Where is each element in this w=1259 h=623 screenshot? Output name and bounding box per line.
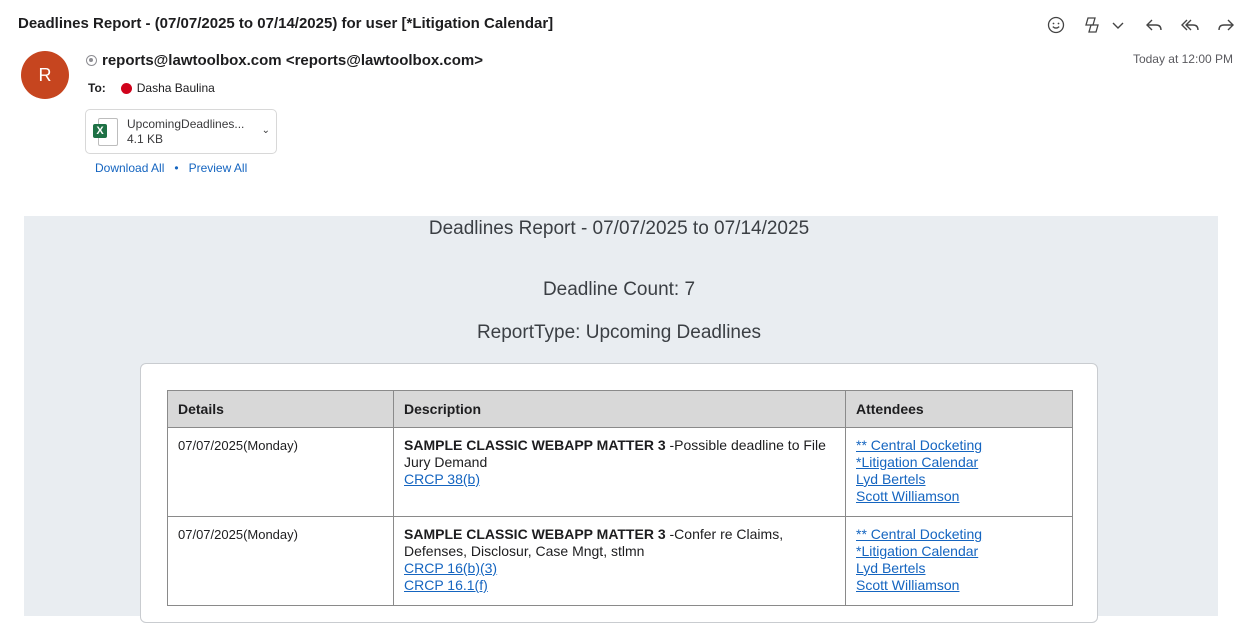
sender-avatar: R xyxy=(21,51,69,99)
recipient-presence-icon xyxy=(121,83,132,94)
attendees-cell xyxy=(846,428,1073,517)
deadline-text: -Possible deadline to File Jury Demand xyxy=(404,437,826,470)
deadlines-table xyxy=(167,390,1073,606)
copilot-icon[interactable] xyxy=(1081,14,1103,36)
email-subject: Deadlines Report - (07/07/2025 to 07/14/2025) for user [*Litigation Calendar] xyxy=(18,15,554,32)
recipient-name[interactable]: Dasha Baulina xyxy=(136,81,215,95)
table-row xyxy=(168,428,1073,517)
attendee-link[interactable]: *Litigation Calendar xyxy=(856,543,979,559)
report-type: ReportType: Upcoming Deadlines xyxy=(476,322,762,343)
rule-link[interactable]: CRCP 16(b)(3) xyxy=(404,560,498,576)
reply-all-icon[interactable] xyxy=(1179,14,1201,36)
deadline-text: -Confer re Claims, Defenses, Disclosur, Case Mngt, stlmn xyxy=(404,526,784,559)
sender-address[interactable]: reports@lawtoolbox.com <reports@lawtoolbox.com> xyxy=(102,52,483,69)
attachment-size: 4.1 KB xyxy=(127,131,164,146)
matter-name: SAMPLE CLASSIC WEBAPP MATTER 3 xyxy=(404,526,666,542)
chevron-down-icon[interactable] xyxy=(1107,14,1129,36)
status-dot-icon xyxy=(86,55,97,66)
attachment-tile[interactable] xyxy=(85,109,277,154)
report-title: Deadlines Report - 07/07/2025 to 07/14/2025 xyxy=(428,218,810,239)
deadline-description xyxy=(394,517,846,606)
recipient-row xyxy=(88,81,215,95)
table-header-row xyxy=(168,391,1073,428)
column-header-details: Details xyxy=(168,391,394,428)
matter-name: SAMPLE CLASSIC WEBAPP MATTER 3 xyxy=(404,437,666,453)
deadline-date: 07/07/2025(Monday) xyxy=(168,517,394,606)
deadline-description xyxy=(394,428,846,517)
rule-link[interactable]: CRCP 38(b) xyxy=(404,471,480,487)
attachment-menu-chevron-icon[interactable]: ⌄ xyxy=(261,125,270,136)
deadline-count: Deadline Count: 7 xyxy=(542,279,696,300)
attendee-link[interactable]: ** Central Docketing xyxy=(856,437,983,453)
rule-link[interactable]: CRCP 16.1(f) xyxy=(404,577,488,593)
preview-all-link[interactable]: Preview All xyxy=(188,161,248,175)
column-header-description: Description xyxy=(394,391,846,428)
attendee-link[interactable]: Scott Williamson xyxy=(856,577,960,593)
excel-file-icon: X xyxy=(93,117,119,147)
separator-dot: • xyxy=(174,161,179,175)
reply-icon[interactable] xyxy=(1143,14,1165,36)
to-label: To: xyxy=(88,81,106,95)
attendee-link[interactable]: Scott Williamson xyxy=(856,488,960,504)
column-header-attendees: Attendees xyxy=(846,391,1073,428)
deadline-date: 07/07/2025(Monday) xyxy=(168,428,394,517)
message-toolbar xyxy=(1045,14,1237,36)
attendees-cell xyxy=(846,517,1073,606)
attendee-link[interactable]: *Litigation Calendar xyxy=(856,454,979,470)
table-row xyxy=(168,517,1073,606)
download-all-link[interactable]: Download All xyxy=(95,161,165,175)
sender-row xyxy=(86,52,483,69)
forward-icon[interactable] xyxy=(1215,14,1237,36)
received-date: Today at 12:00 PM xyxy=(1132,52,1233,66)
attachment-actions xyxy=(95,161,247,175)
attendee-link[interactable]: Lyd Bertels xyxy=(856,560,926,576)
emoji-icon[interactable] xyxy=(1045,14,1067,36)
attendee-link[interactable]: ** Central Docketing xyxy=(856,526,983,542)
attendee-link[interactable]: Lyd Bertels xyxy=(856,471,926,487)
attachment-name: UpcomingDeadlines... xyxy=(127,116,245,131)
